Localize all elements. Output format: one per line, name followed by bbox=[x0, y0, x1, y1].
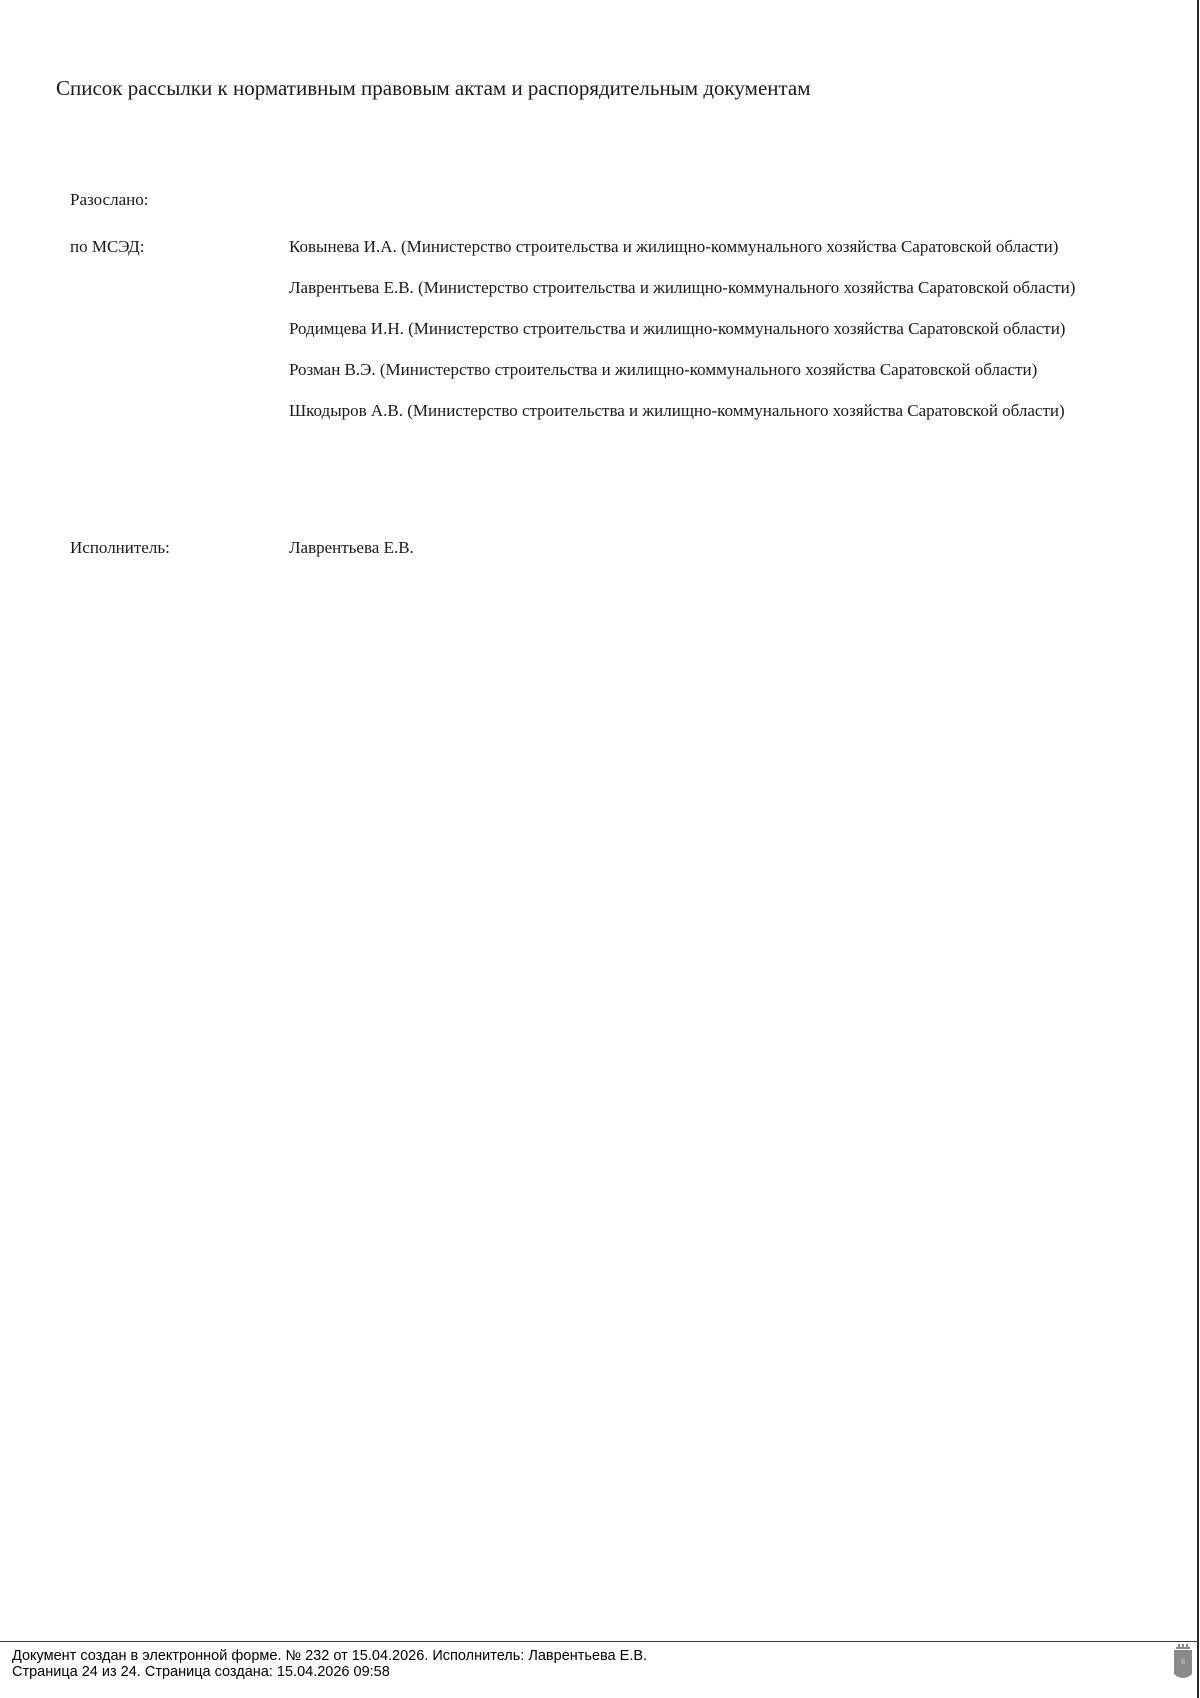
executor-value: Лаврентьева Е.В. bbox=[289, 538, 414, 557]
executor-label: Исполнитель: bbox=[70, 538, 170, 557]
footer-line-page: Страница 24 из 24. Страница создана: 15.04.2026 09:58 bbox=[12, 1664, 390, 1680]
footer-line-document: Документ создан в электронной форме. № 232 от 15.04.2026. Исполнитель: Лаврентьева Е.В. bbox=[12, 1648, 648, 1664]
recipient-item: Шкодыров А.В. (Министерство строительства и жилищно-коммунального хозяйства Саратовской области) bbox=[289, 401, 1065, 420]
page-edge bbox=[1197, 0, 1199, 1698]
recipient-item: Ковынева И.А. (Министерство строительства и жилищно-коммунального хозяйства Саратовской области) bbox=[289, 237, 1059, 256]
coat-of-arms-icon bbox=[1172, 1644, 1194, 1682]
document-title: Список рассылки к нормативным правовым актам и распорядительным документам bbox=[56, 76, 811, 100]
channel-label: по МСЭД: bbox=[70, 237, 145, 256]
recipient-item: Розман В.Э. (Министерство строительства и жилищно-коммунального хозяйства Саратовской области) bbox=[289, 360, 1038, 379]
recipient-list bbox=[289, 236, 1129, 422]
footer bbox=[12, 1648, 647, 1680]
footer-divider bbox=[0, 1641, 1198, 1642]
recipient-item: Родимцева И.Н. (Министерство строительства и жилищно-коммунального хозяйства Саратовской области) bbox=[289, 319, 1066, 338]
recipient-item: Лаврентьева Е.В. (Министерство строительства и жилищно-коммунального хозяйства Саратовской области) bbox=[289, 278, 1076, 297]
sent-label: Разослано: bbox=[70, 190, 149, 209]
